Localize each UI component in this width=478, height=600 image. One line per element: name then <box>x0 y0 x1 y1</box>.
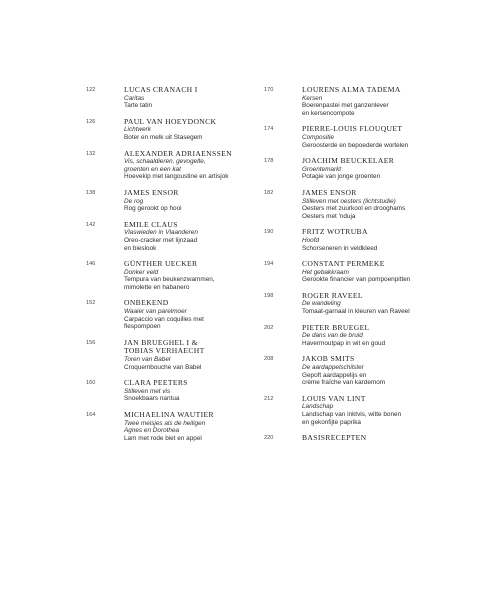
page-number: 194 <box>264 261 274 268</box>
artwork-title: De rog <box>124 197 144 205</box>
artwork-title: Lichtwerk <box>124 126 151 134</box>
artist-name: ROGER RAVEEL <box>302 290 363 300</box>
recipe-title: Lam met rode biet en appel <box>124 434 202 442</box>
contents-entry <box>264 354 472 387</box>
artist-name: JAKOB SMITS <box>302 354 355 364</box>
recipe-title: Gerookte financier van pompoenpitten <box>302 276 411 284</box>
page-number: 146 <box>86 261 96 268</box>
artist-name: CONSTANT PERMEKE <box>302 259 385 269</box>
recipe-title: Tarte tatin <box>124 102 153 110</box>
page-number: 164 <box>86 412 96 418</box>
recipe-title: Boter en melk uit Stasegem <box>124 133 203 141</box>
contents-entry <box>264 322 472 348</box>
recipe-title: Oesters met zuurkool en drooghams Oesters met 'nduja <box>302 205 406 220</box>
contents-entry <box>86 219 294 252</box>
page-number: 142 <box>86 221 96 228</box>
artwork-title: Groentemarkt <box>302 165 342 173</box>
recipe-title: Havermoutpap in wit en goud <box>302 339 386 347</box>
page-number: 138 <box>86 189 96 196</box>
contents-entry <box>264 124 472 149</box>
recipe-title: Gepoft aardappelijs en crème fraîche van kardemom <box>302 371 386 387</box>
artist-name: JAMES ENSOR <box>302 187 357 197</box>
artist-name: JAMES ENSOR <box>124 187 179 197</box>
artist-name: BASISRECEPTEN <box>302 433 367 443</box>
artwork-title: Vis, schaaldieren, gevogelte, groenten en een kat <box>124 158 206 173</box>
artist-name: LOURENS ALMA TADEMA <box>302 85 401 94</box>
artwork-title: De aardappelschilster <box>302 364 364 372</box>
contents-entry <box>86 148 294 181</box>
artwork-title: Stilleven met vis <box>124 387 171 395</box>
page-number: 202 <box>264 324 274 331</box>
contents-entry <box>264 156 472 181</box>
recipe-title: Geroosterde en bepoederde wortelen <box>302 141 409 149</box>
artist-name: FRITZ WOTRUBA <box>302 227 368 237</box>
artwork-title: Compositie <box>302 133 334 141</box>
recipe-title: Tempura van beukenzwammen, mimolette en habanero <box>124 276 215 291</box>
artist-name: GÜNTHER UECKER <box>124 259 198 269</box>
contents-entry <box>264 393 472 426</box>
artist-name: EMILE CLAUS <box>124 219 178 229</box>
artist-name: PAUL VAN HOEYDONCK <box>124 116 217 126</box>
recipe-title: Snoekbaars nantua <box>124 395 180 403</box>
contents-right-column <box>264 85 472 451</box>
artist-name: PIERRE-LOUIS FLOUQUET <box>302 124 403 134</box>
contents-entry <box>264 85 472 117</box>
artwork-title: Stilleven met oesters (lichtstudie) <box>302 197 396 205</box>
page-number: 198 <box>264 292 274 299</box>
page-number: 220 <box>264 435 274 442</box>
page-number: 126 <box>86 118 96 125</box>
recipe-title: Hoevekip met langoustine en artisjok <box>124 173 229 181</box>
page-number: 122 <box>86 87 96 93</box>
contents-entry <box>264 290 472 316</box>
artist-name: MICHAELINA WAUTIER <box>124 410 214 419</box>
page-number: 178 <box>264 158 274 165</box>
artwork-title: Landschap <box>302 403 334 411</box>
recipe-title: Landschap van inktvis, witte bonen en gekonfijte paprika <box>302 411 402 426</box>
artist-name: JAN BRUEGHEL I & TOBIAS VERHAECHT <box>124 337 205 356</box>
page-number: 152 <box>86 300 96 307</box>
recipe-title: Rog gerookt op hooi <box>124 205 182 213</box>
recipe-title: Boerenpastei met ganzenlever en kersencompote <box>302 102 389 117</box>
artwork-title: De wandeling <box>302 300 341 308</box>
artwork-title: Twee meisjes als de heiligen Agnes en Dorothea <box>124 419 206 435</box>
artwork-title: Het gebakkraam <box>302 268 349 276</box>
artwork-title: Hoofd <box>302 236 320 244</box>
page-number: 156 <box>86 339 96 346</box>
recipe-title: Schorseneren in veldkleed <box>302 244 378 252</box>
artist-name: ONBEKEND <box>124 298 169 308</box>
recipe-title: Oreo-cracker met lijnzaad en bieslook <box>124 236 198 252</box>
recipe-title: Carpaccio van coquilles met flespompoen <box>124 315 204 331</box>
page-number: 182 <box>264 189 274 196</box>
artist-name: CLARA PEETERS <box>124 378 188 388</box>
page-number: 190 <box>264 229 274 236</box>
artwork-title: Caritas <box>124 94 145 102</box>
artwork-title: De dans van de bruid <box>302 332 363 340</box>
artist-name: JOACHIM BEUCKELAER <box>302 156 395 166</box>
recipe-title: Croquembouche van Babel <box>124 363 202 371</box>
contents-entry <box>264 259 472 284</box>
page-number: 170 <box>264 87 274 93</box>
artwork-title: Vlaswieden in Vlaanderen <box>124 229 198 237</box>
page-number: 160 <box>86 380 96 387</box>
page-number: 174 <box>264 126 274 133</box>
page-number: 212 <box>264 395 274 402</box>
artwork-title: Kersen <box>302 94 323 102</box>
contents-entry <box>264 187 472 220</box>
artist-name: LOUIS VAN LINT <box>302 393 366 403</box>
artwork-title: Donker veld <box>124 268 159 276</box>
artwork-title: Toren van Babel <box>124 356 171 364</box>
contents-entry <box>264 433 472 443</box>
artist-name: PIETER BRUEGEL <box>302 322 370 332</box>
contents-entry <box>86 337 294 371</box>
artwork-title: Waaier van parelmoer <box>124 308 187 316</box>
artist-name: LUCAS CRANACH I <box>124 85 198 94</box>
page-number: 132 <box>86 150 96 157</box>
page-number: 208 <box>264 356 274 363</box>
recipe-title: Tomaat-garnaal in kleuren van Raveel <box>302 308 410 316</box>
artist-name: ALEXANDER ADRIAENSSEN <box>124 148 232 158</box>
recipe-title: Potagie van jonge groenten <box>302 173 381 181</box>
contents-entry <box>264 227 472 252</box>
